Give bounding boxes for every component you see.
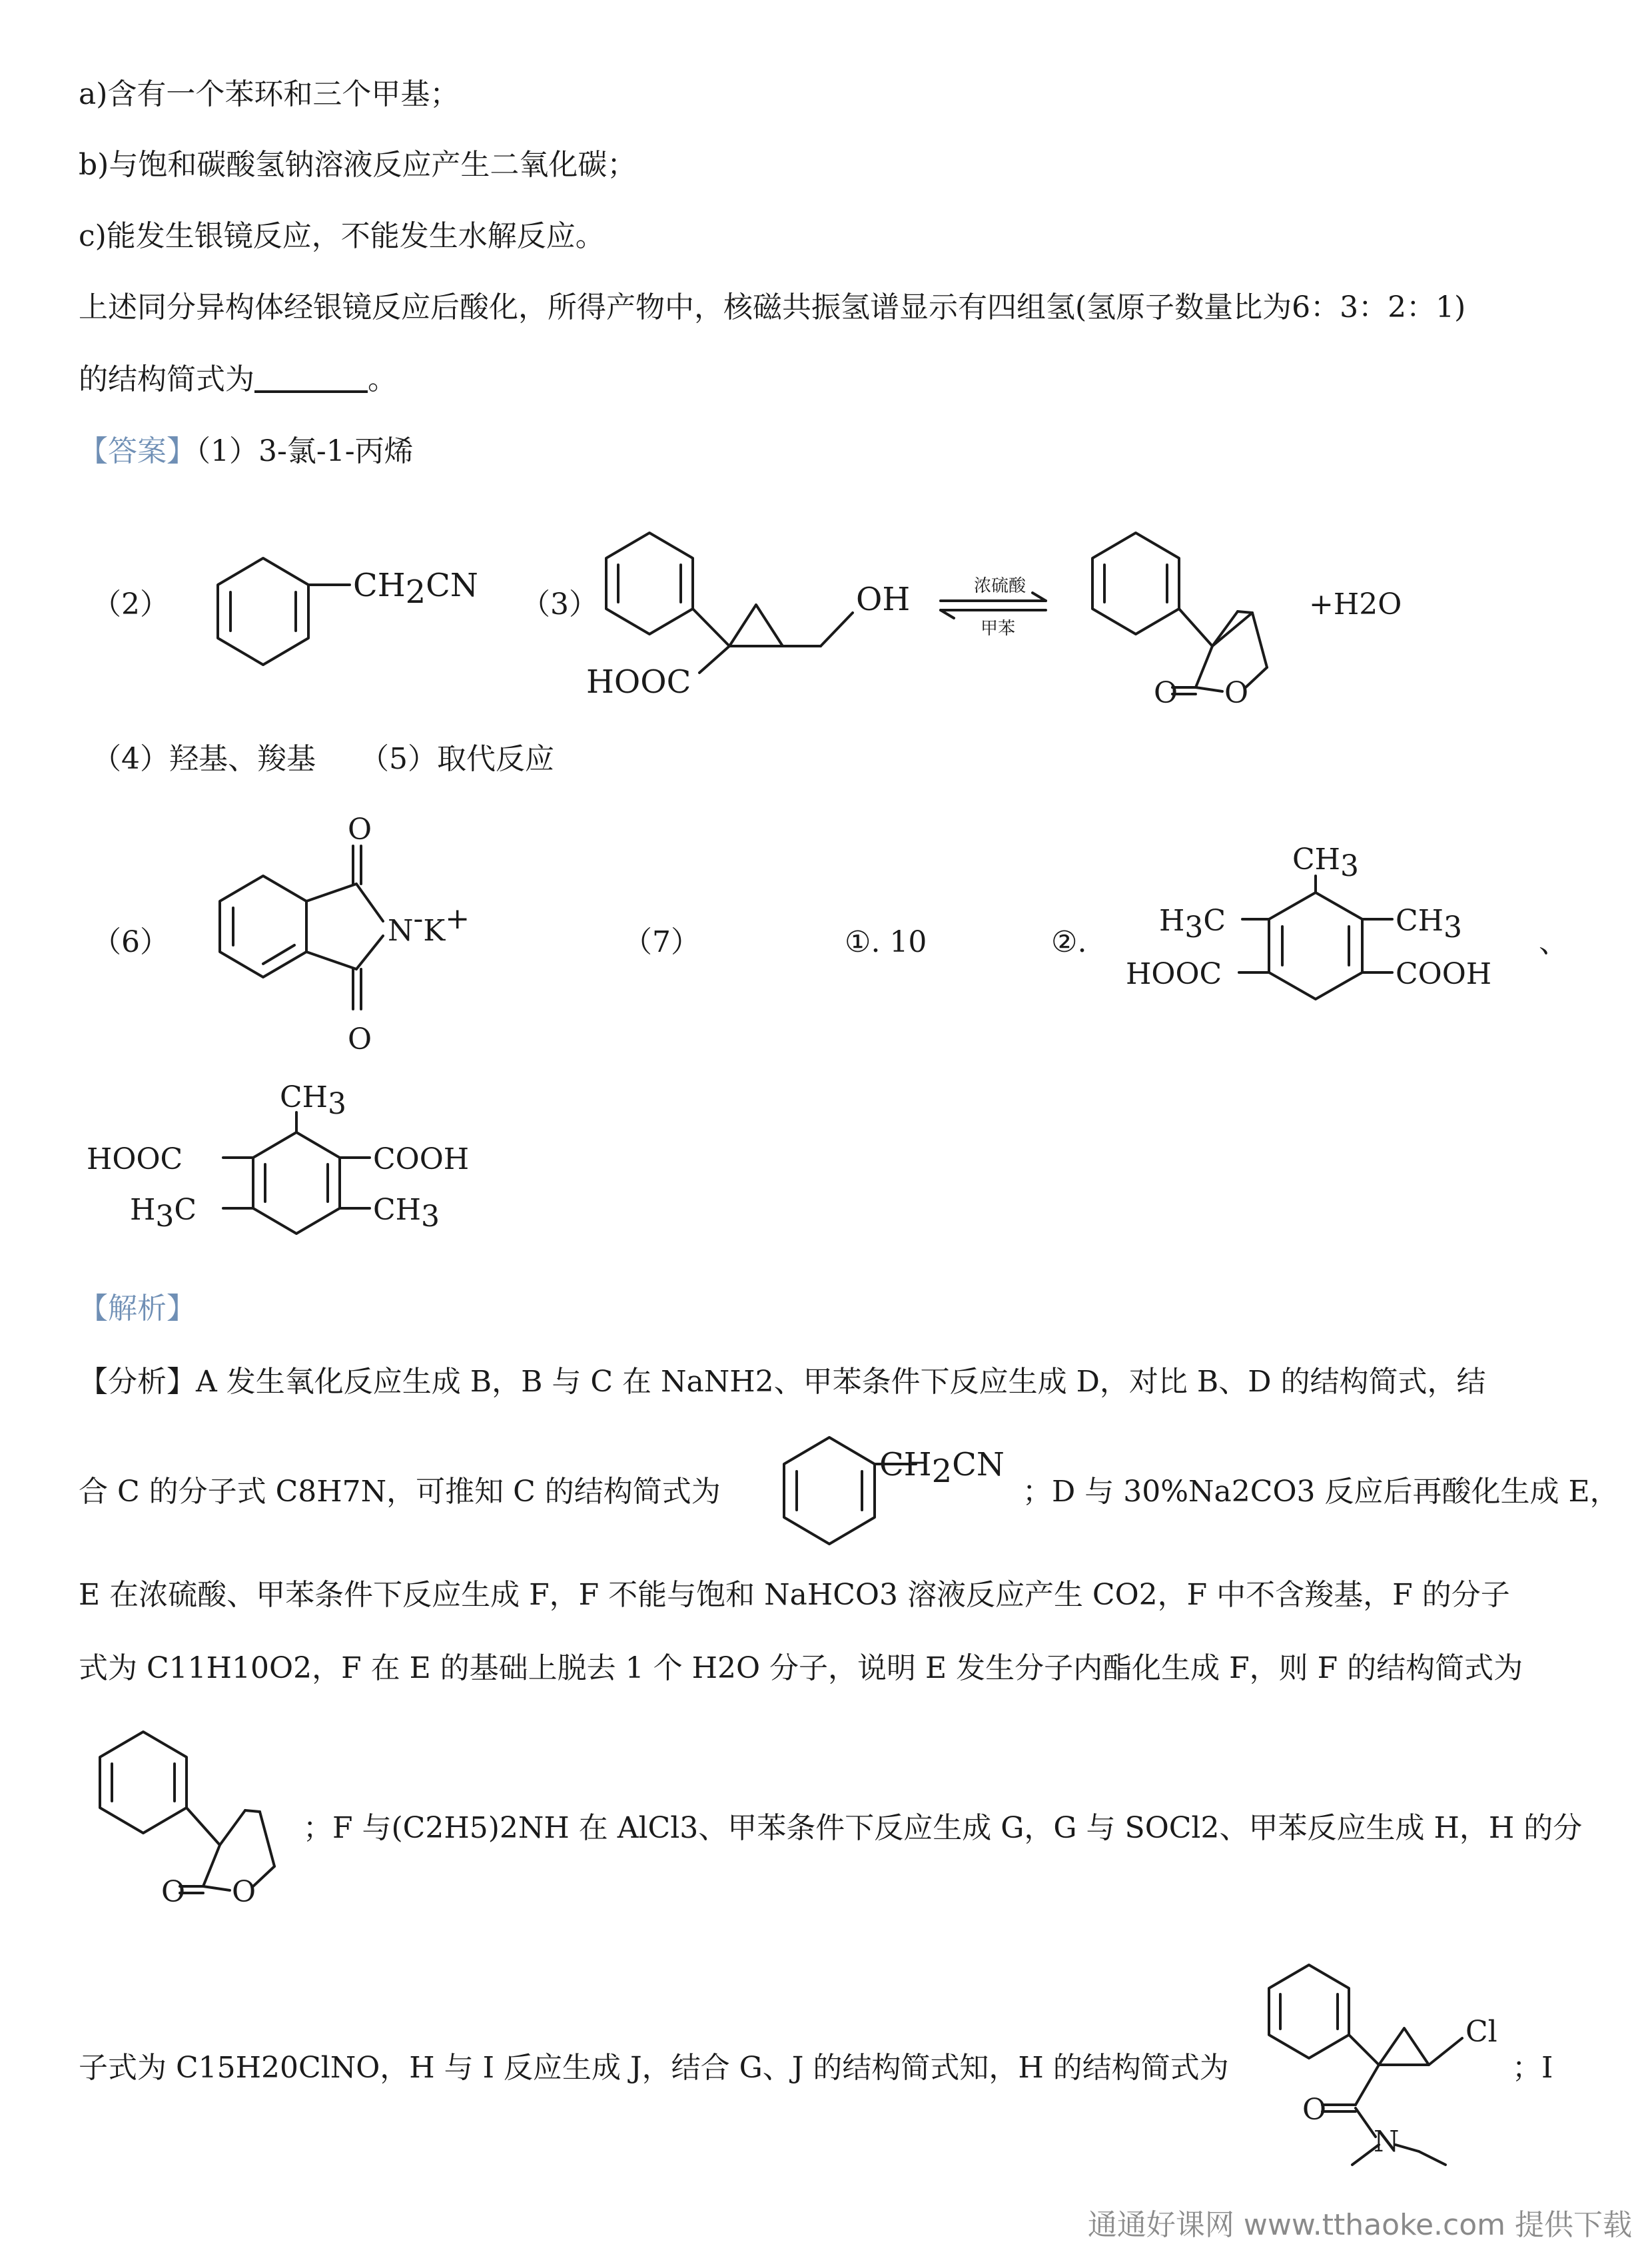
carbonyl-o-label: O	[1154, 676, 1178, 710]
equilibrium-arrow	[933, 573, 1052, 646]
isomer-structure-2	[87, 1079, 520, 1279]
top-ch3-label: CH3	[1292, 843, 1360, 883]
h-structure-inline	[1252, 1952, 1545, 2171]
analysis-line-4: 式为 C11H10O2，F 在 E 的基础上脱去 1 个 H2O 分子，说明 E 发生分子内酯化生成 F，则 F 的结构简式为	[79, 1651, 1523, 1685]
answer-7-struct-label: ②.	[1051, 925, 1087, 959]
analysis-line-2a: 合 C 的分子式 C8H7N，可推知 C 的结构简式为	[79, 1475, 721, 1509]
hooc-label: HOOC	[586, 663, 691, 701]
analysis-line-5: ；F 与(C2H5)2NH 在 AlCl3、甲苯条件下反应生成 G，G 与 SOCl2、甲苯反应生成 H，H 的分	[303, 1811, 1583, 1845]
c-structure-inline	[733, 1412, 1019, 1565]
answer-7-label: （7）	[623, 925, 700, 959]
condition-top: 浓硫酸	[974, 576, 1027, 596]
f-ring-o-label: O	[232, 1875, 256, 1909]
potassium-phthalimide-structure	[200, 809, 506, 1076]
top-o-label: O	[348, 813, 372, 847]
answer-heading: 【答案】	[79, 434, 196, 468]
f-carbonyl-o-label: O	[161, 1875, 186, 1909]
f-structure-inline	[77, 1712, 316, 1932]
condition-bottom: 甲苯	[981, 619, 1016, 639]
analysis-heading: 【解析】	[79, 1292, 196, 1325]
question-line-1: 上述同分异构体经银镜反应后酸化，所得产物中，核磁共振氢谱显示有四组氢(氢原子数量比为6：3：2：1)	[79, 290, 1466, 324]
answer-line-1: 【答案】（1）3-氯-1-丙烯	[79, 434, 414, 468]
isomer-structure-1	[1126, 843, 1559, 1042]
condition-a: a)含有一个苯环和三个甲基；	[79, 77, 460, 111]
answer-2-label: （2）	[92, 587, 169, 621]
cl-label: Cl	[1465, 2015, 1497, 2049]
benzyl-cyanide-structure	[167, 533, 478, 686]
analysis-line-3: E 在浓硫酸、甲苯条件下反应生成 F，F 不能与饱和 NaHCO3 溶液反应产生 CO2，F 中不含羧基，F 的分子	[79, 1578, 1510, 1612]
oh-label: OH	[856, 581, 911, 618]
lactone-structure	[1079, 513, 1279, 713]
separator: 、	[1539, 925, 1568, 959]
ch2cn-label-inline: CH2CN	[879, 1446, 1005, 1490]
analysis-line-2b: ；D 与 30%Na2CO3 反应后再酸化生成 E，	[1023, 1475, 1619, 1509]
top-ch3-label-2: CH3	[280, 1080, 347, 1121]
ch2cn-label: CH2CN	[353, 567, 478, 611]
left-h3c-label-2: H3C	[130, 1193, 197, 1234]
analysis-line-6b: ；I	[1512, 2051, 1553, 2085]
bottom-o-label: O	[348, 1022, 372, 1056]
left-hooc-label-2: HOOC	[87, 1142, 183, 1176]
left-h3c-label: H3C	[1159, 904, 1226, 944]
answer-6-label: （6）	[92, 925, 169, 959]
h-o-label: O	[1302, 2093, 1327, 2127]
question-line-2: 的结构简式为 。	[79, 362, 397, 396]
plus-water: +H2O	[1309, 587, 1402, 621]
answer-4-5: （4）羟基、羧基 （5）取代反应	[92, 742, 554, 776]
right-cooh-label-2: COOH	[373, 1142, 470, 1176]
analysis-line-1: 【分析】A 发生氧化反应生成 B，B 与 C 在 NaNH2、甲苯条件下反应生成 D，对比 B、D 的结构简式，结	[79, 1365, 1486, 1399]
left-hooc-label: HOOC	[1126, 957, 1222, 991]
hydroxy-acid-structure	[573, 513, 946, 706]
ring-o-label: O	[1224, 676, 1249, 710]
right-cooh-label: COOH	[1396, 957, 1492, 991]
condition-c: c)能发生银镜反应，不能发生水解反应。	[79, 219, 605, 253]
analysis-line-6a: 子式为 C15H20ClNO，H 与 I 反应生成 J，结合 G、J 的结构简式知，H 的结构简式为	[79, 2051, 1229, 2085]
answer-7-count: ①. 10	[845, 925, 927, 959]
condition-b: b)与饱和碳酸氢钠溶液反应产生二氧化碳；	[79, 148, 637, 182]
n-minus-label: N-K+	[388, 902, 470, 948]
right-ch3-label-2: CH3	[373, 1193, 440, 1234]
footer-watermark: 通通好课网 www.tthaoke.com 提供下载	[1087, 2208, 1632, 2242]
n-label: N	[1374, 2125, 1400, 2159]
answer-blank	[254, 364, 368, 393]
right-ch3-label: CH3	[1396, 904, 1463, 944]
answer-3-label: （3）	[521, 587, 598, 621]
